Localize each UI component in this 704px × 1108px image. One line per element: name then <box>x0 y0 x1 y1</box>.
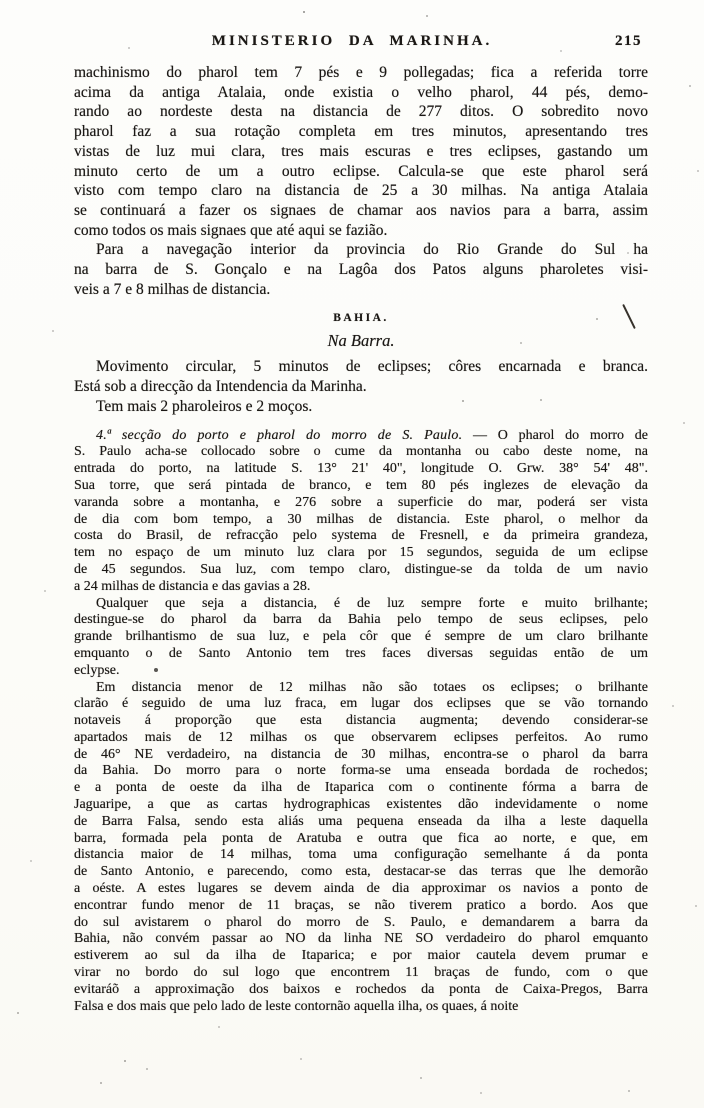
running-title: MINISTERIO DA MARINHA. <box>211 33 493 49</box>
text-line: Em distancia menor de 12 milhas não são totaes os eclipses; o brilhante <box>96 679 648 695</box>
text-line: pharol faz a sua rotação completa em tres minutos, apresentando tres <box>74 123 648 141</box>
text-line: acima da antiga Atalaia, onde existia o velho pharol, 44 pés, demo- <box>74 83 648 101</box>
text-line: de dia com bom tempo, a 30 milhas de distancia. Este pharol, o melhor da <box>74 511 648 527</box>
text-line: clarão é seguido de uma luz fraca, em lugar dos eclipses que se vão tornando <box>74 696 648 712</box>
text-line: Movimento circular, 5 minutos de eclipses; côres encarnada e branca. <box>96 358 648 376</box>
paragraph <box>74 397 648 417</box>
page-header <box>0 0 704 55</box>
text-line: evitaráõ a approximação dos baixos e rochedos da ponta de Caixa-Pregos, Barra <box>74 981 648 997</box>
text-line: entrada do porto, na latitude S. 13° 21' 40", longitude O. Grw. 38° 54' 48". <box>74 461 648 477</box>
paragraph <box>74 680 648 1016</box>
text-line: de 45 segundos. Sua luz, com tempo claro, distingue-se da tolda de um navio <box>74 561 648 577</box>
text-line: a 24 milhas de distancia e das gavias a 28. <box>74 578 311 594</box>
text-line: S. Paulo acha-se collocado sobre o cume da montanha ou cabo deste nome, na <box>74 444 648 460</box>
text-line: de Barra Falsa, sendo esta aliás uma pequena enseada da ilha a leste daquella <box>74 813 648 829</box>
text-line: de 46° NE verdadeiro, na distancia de 30 milhas, encontra-se o pharol da barra <box>74 746 648 762</box>
text-line: a oéste. A estes lugares se devem ainda de dia approximar os navios a ponto de <box>74 881 648 897</box>
text-line: Jaguaripe, a que as cartas hydrographicas existentes dão indevidamente o nome <box>74 797 648 813</box>
paragraph <box>74 240 648 299</box>
text-line: como todos os mais signaes que até aqui se fazião. <box>74 221 388 239</box>
text-line: notaveis á proporção que esta distancia augmenta; devendo considerar-se <box>74 713 648 729</box>
text-line: Está sob a direcção da Intendencia da Marinha. <box>74 378 367 396</box>
page-number: 215 <box>615 33 642 49</box>
text-line: rando ao nordeste desta na distancia de 277 ditos. O sobredito novo <box>74 103 648 121</box>
regular-text: — O pharol do morro de <box>462 427 648 443</box>
text-line: emquanto o de Santo Antonio tem tres faces diversas seguidas então de um <box>74 645 648 661</box>
text-line: eclypse. <box>74 662 120 678</box>
text-line: barra, formada pela ponta de Aratuba e outra que fica ao norte, e que, em <box>74 830 648 846</box>
paragraph <box>74 596 648 680</box>
text-line: vistas de luz mui clara, tres mais escuras e tres eclipses, gastando um <box>74 142 648 160</box>
text-line: Bahia, não convém passar ao NO da linha NE SO verdadeiro do pharol emquanto <box>74 931 648 947</box>
text-line: visto com tempo claro na distancia de 25 a 30 milhas. Na antiga Atalaia <box>74 182 648 200</box>
text-line: da Bahia. Do morro para o norte forma-se uma enseada bordada de rochedos; <box>74 763 648 779</box>
text-line: veis a 7 e 8 milhas de distancia. <box>74 280 271 298</box>
text-line: costa do Brasil, de refracção pelo systema de Fresnell, e da primeira grandeza, <box>74 528 648 544</box>
text-line: se continuará a fazer os signaes de chamar aos navios para a barra, assim <box>74 201 648 219</box>
text-line: distancia maior de 14 milhas, toma uma configuração semelhante á da ponta <box>74 847 648 863</box>
text-line: e a ponta de oeste da ilha de Itaparica com o continente fórma a barra de <box>74 780 648 796</box>
text-line: varanda sobre a montanha, e 276 sobre a superficie do mar, poderá ser vista <box>74 494 648 510</box>
text-line: virar no bordo do sul logo que encontrem 11 braças de fundo, com o que <box>74 965 648 981</box>
text-line: encontrar fundo menor de 11 braças, se não tiverem pratico a bordo. Aos que <box>74 897 648 913</box>
text-line: Falsa e dos mais que pelo lado de leste contornão aquella ilha, os quaes, á noite <box>74 998 519 1014</box>
text-line: machinismo do pharol tem 7 pés e 9 pollegadas; fica a referida torre <box>74 64 648 81</box>
text-line: na barra de S. Gonçalo e na Lagôa dos Patos alguns pharoletes visi- <box>74 261 648 279</box>
text-line <box>74 428 648 445</box>
section-heading: BAHIA. <box>333 312 389 325</box>
italic-text: 4.ª secção do porto e pharol do morro de S. Paulo. <box>96 427 463 443</box>
text-line: Qualquer que seja a distancia, é de luz sempre forte e muito brilhante; <box>96 595 648 611</box>
text-line: destingue-se do pharol da barra da Bahia pelo tempo de seus eclipses, pelo <box>74 612 648 628</box>
text-line: Para a navegação interior da provincia do Rio Grande do Sul ha <box>96 241 648 259</box>
paragraph <box>74 63 648 240</box>
paragraph <box>74 357 648 396</box>
text-line: estiverem ao sul da ilha de Itaparica; e por maior cautela devem prumar e <box>74 948 648 964</box>
text-line: tem no espaço de um minuto luz clara por 15 segundos, seguida de um eclipse <box>74 545 648 561</box>
text-line: Sua torre, que será pintada de branco, e tem 80 pés inglezes de elevação da <box>74 477 648 493</box>
text-line: apartados mais de 12 milhas os que observarem eclipses perfeitos. Ao rumo <box>74 729 648 745</box>
text-line: de Santo Antonio, e parecendo, como esta, destacar-se das terras que lhe demorão <box>74 864 648 880</box>
text-line: do sul avistarem o pharol do morro de S. Paulo, e demandarem a barra da <box>74 914 648 930</box>
text-line: Tem mais 2 pharoleiros e 2 moços. <box>96 397 313 415</box>
section-subheading: Na Barra. <box>327 331 395 351</box>
text-line: grande brilhantismo de sua luz, e pela côr que é sempre de um claro brilhante <box>74 629 648 645</box>
page-body <box>0 55 704 1015</box>
paragraph <box>74 428 648 596</box>
text-line: minuto certo de um a outro eclipse. Calcula-se que este pharol será <box>74 162 648 180</box>
